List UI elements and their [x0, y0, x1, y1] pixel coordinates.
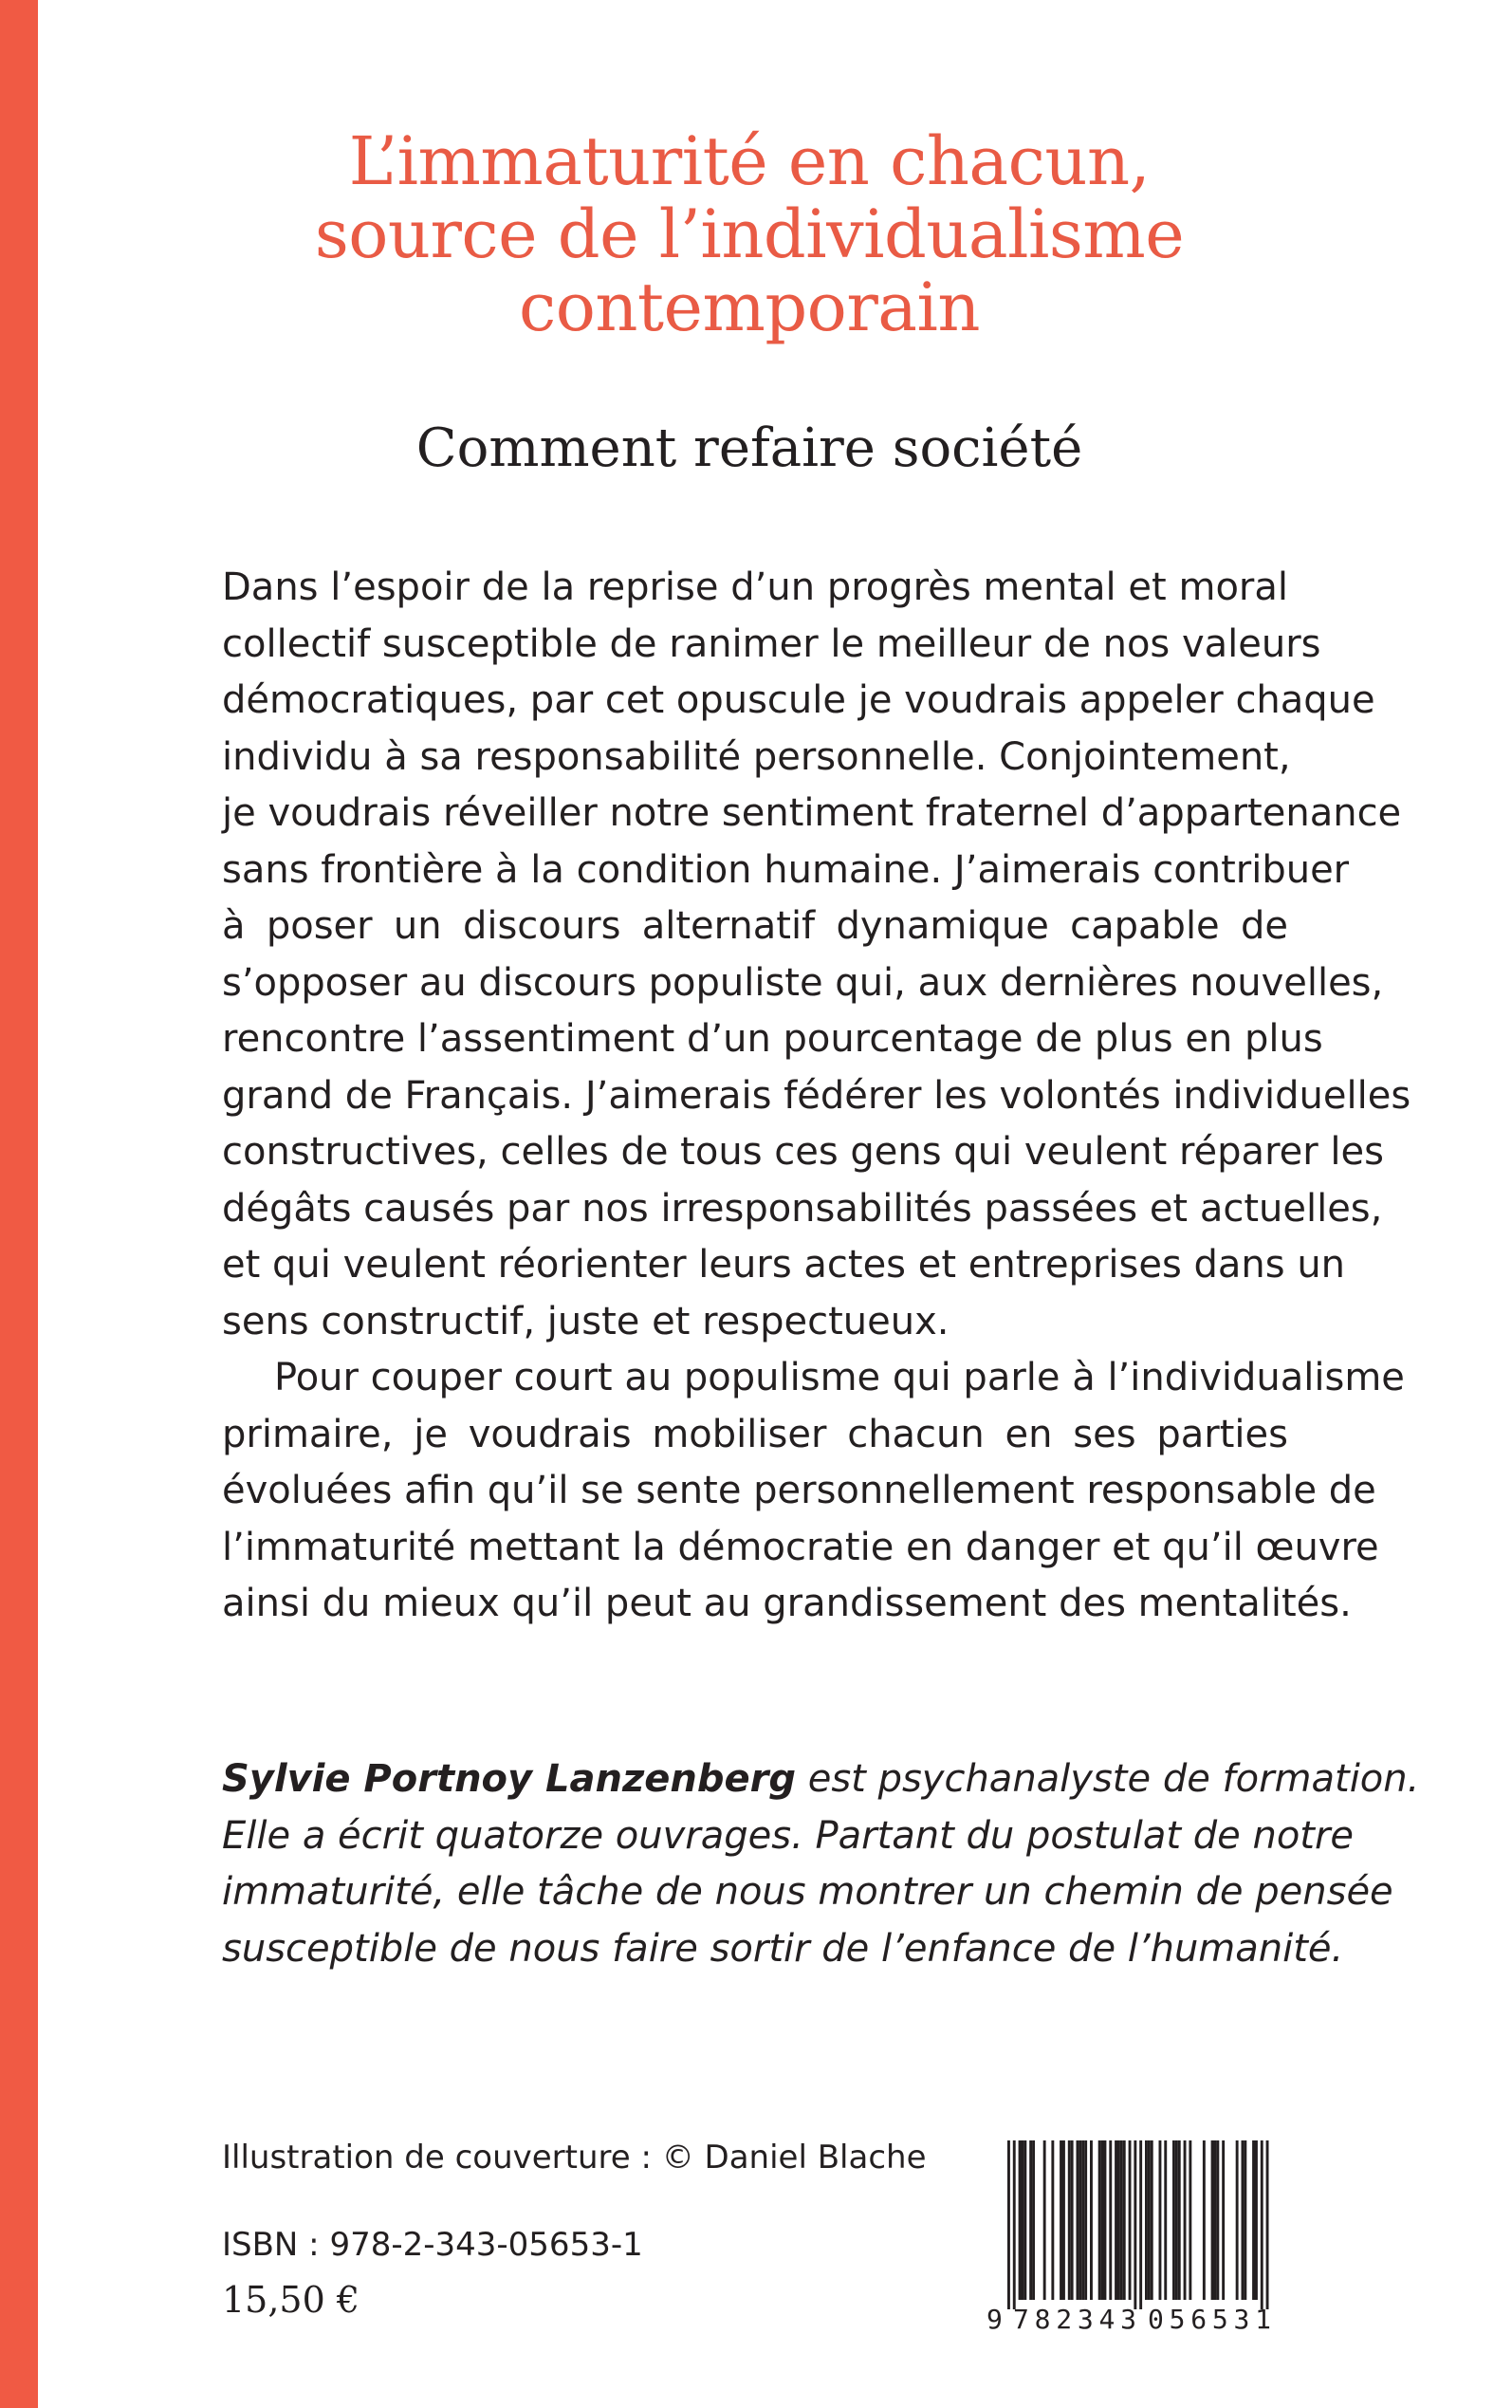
barcode-bar — [1077, 2140, 1079, 2300]
bio-line: Elle a écrit quatorze ouvrages. Partant du postulat de notre — [222, 1813, 1355, 1858]
barcode-bar — [1172, 2140, 1175, 2300]
title-line: L’immaturité en chacun, — [348, 122, 1151, 200]
barcode-bar — [1252, 2140, 1255, 2300]
text-line: collectif susceptible de ranimer le meilleur de nos valeurs — [222, 621, 1321, 666]
barcode-bar — [1145, 2140, 1148, 2300]
barcode-bar — [1242, 2140, 1245, 2300]
blurb — [222, 560, 1411, 1633]
barcode-bar — [1104, 2140, 1107, 2300]
bio-text: est psychanalyste de formation. — [796, 1757, 1420, 1801]
text-line: Dans l’espoir de la reprise d’un progrès mental et moral — [222, 565, 1288, 609]
barcode-bar — [1255, 2140, 1258, 2300]
bio-line — [222, 1751, 1420, 1808]
spine-color-band — [0, 0, 38, 2408]
author-bio — [222, 1751, 1420, 1977]
text-line: grand de Français. J’aimerais fédérer les volontés individuelles — [222, 1073, 1411, 1118]
barcode-bar — [1013, 2140, 1016, 2309]
barcode-bar — [1062, 2140, 1065, 2300]
barcode-bar — [1266, 2140, 1269, 2309]
text-line: dégâts causés par nos irresponsabilités passées et actuelles, — [222, 1186, 1383, 1231]
barcode-bar — [1120, 2140, 1123, 2300]
barcode-bar — [1081, 2140, 1084, 2300]
barcode-bar — [1084, 2140, 1087, 2300]
text-line: à poser un discours alternatif dynamique capable de — [222, 904, 1288, 948]
barcode-bar — [1071, 2140, 1074, 2300]
barcode-bar — [1129, 2140, 1132, 2300]
barcode-bar — [1134, 2140, 1136, 2309]
barcode-digits-right: 056531 — [1148, 2304, 1271, 2334]
barcode-bar — [1079, 2140, 1081, 2300]
price: 15,50 € — [222, 2279, 360, 2321]
barcode — [985, 2139, 1286, 2334]
barcode-bar — [1109, 2140, 1112, 2300]
blurb-paragraph-1 — [222, 560, 1411, 1350]
text-line: ainsi du mieux qu’il peut au grandissement des mentalités. — [222, 1582, 1352, 1625]
barcode-bar — [1068, 2140, 1071, 2300]
barcode-bar — [1164, 2140, 1167, 2300]
barcode-bar — [1211, 2140, 1214, 2300]
barcode-bar — [1029, 2140, 1032, 2300]
barcode-bar — [1007, 2140, 1010, 2309]
barcode-bar — [1090, 2140, 1093, 2300]
barcode-bar — [1214, 2140, 1217, 2300]
barcode-bars — [1007, 2140, 1269, 2309]
barcode-bar — [1060, 2140, 1062, 2300]
book-subtitle: Comment refaire société — [415, 417, 1083, 479]
text-line: sens constructif, juste et respectueux. — [222, 1299, 950, 1343]
barcode-bar — [1216, 2140, 1219, 2300]
book-title — [133, 122, 1366, 346]
barcode-bar — [1101, 2140, 1104, 2300]
barcode-bar — [1244, 2140, 1246, 2300]
barcode-digit-first: 9 — [986, 2304, 1003, 2334]
title-line: source de l’individualisme — [314, 195, 1185, 273]
text-line: évoluées afin qu’il se sente personnellement responsable de — [222, 1469, 1376, 1512]
text-line: individu à sa responsabilité personnelle. Conjointement, — [222, 734, 1291, 779]
barcode-bar — [1175, 2140, 1178, 2300]
barcode-bar — [1098, 2140, 1101, 2300]
barcode-bar — [1184, 2140, 1187, 2300]
blurb-paragraph-2 — [222, 1350, 1405, 1633]
author-name: Sylvie Portnoy Lanzenberg — [222, 1757, 796, 1801]
bio-line: susceptible de nous faire sortir de l’enfance de l’humanité. — [222, 1926, 1344, 1971]
bio-line: immaturité, elle tâche de nous montrer un chemin de pensée — [222, 1870, 1393, 1914]
text-line: et qui veulent réorienter leurs actes et entreprises dans un — [222, 1243, 1346, 1287]
barcode-bar — [1043, 2140, 1046, 2300]
barcode-bar — [1139, 2140, 1142, 2309]
barcode-bar — [1115, 2140, 1117, 2300]
text-line: rencontre l’assentiment d’un pourcentage de plus en plus — [222, 1017, 1323, 1061]
text-line: s’opposer au discours populiste qui, aux dernières nouvelles, — [222, 960, 1384, 1005]
barcode-bar — [1203, 2140, 1206, 2300]
text-line: Pour couper court au populisme qui parle à l’individualisme — [274, 1356, 1405, 1399]
text-line: sans frontière à la condition humaine. J’aimerais contribuer — [222, 847, 1350, 892]
barcode-bar — [1178, 2140, 1181, 2300]
title-line: contemporain — [519, 269, 980, 346]
text-line: constructives, celles de tous ces gens qui veulent réparer les — [222, 1130, 1384, 1174]
cover-credits: Illustration de couverture : © Daniel Blache — [222, 2139, 927, 2176]
barcode-bar — [1151, 2140, 1153, 2300]
barcode-bar — [1023, 2140, 1026, 2300]
text-line: je voudrais réveiller notre sentiment fraternel d’appartenance — [222, 791, 1402, 835]
barcode-bar — [1236, 2140, 1239, 2300]
barcode-bar — [1148, 2140, 1151, 2300]
barcode-bar — [1117, 2140, 1120, 2300]
barcode-digits-left: 782343 — [1013, 2304, 1136, 2334]
isbn: ISBN : 978-2-343-05653-1 — [222, 2226, 643, 2264]
barcode-bar — [1159, 2140, 1162, 2300]
text-line: primaire, je voudrais mobiliser chacun en ses parties — [222, 1412, 1288, 1456]
barcode-bar — [1032, 2140, 1035, 2300]
barcode-bar — [1051, 2140, 1054, 2300]
text-line: l’immaturité mettant la démocratie en danger et qu’il œuvre — [222, 1525, 1379, 1569]
barcode-bar — [1222, 2140, 1225, 2300]
barcode-bar — [1189, 2140, 1191, 2300]
barcode-bar — [1261, 2140, 1263, 2309]
barcode-bar — [1022, 2140, 1024, 2300]
barcode-bar — [1123, 2140, 1126, 2300]
barcode-bar — [1019, 2140, 1022, 2300]
text-line: démocratiques, par cet opuscule je voudrais appeler chaque — [222, 678, 1375, 722]
